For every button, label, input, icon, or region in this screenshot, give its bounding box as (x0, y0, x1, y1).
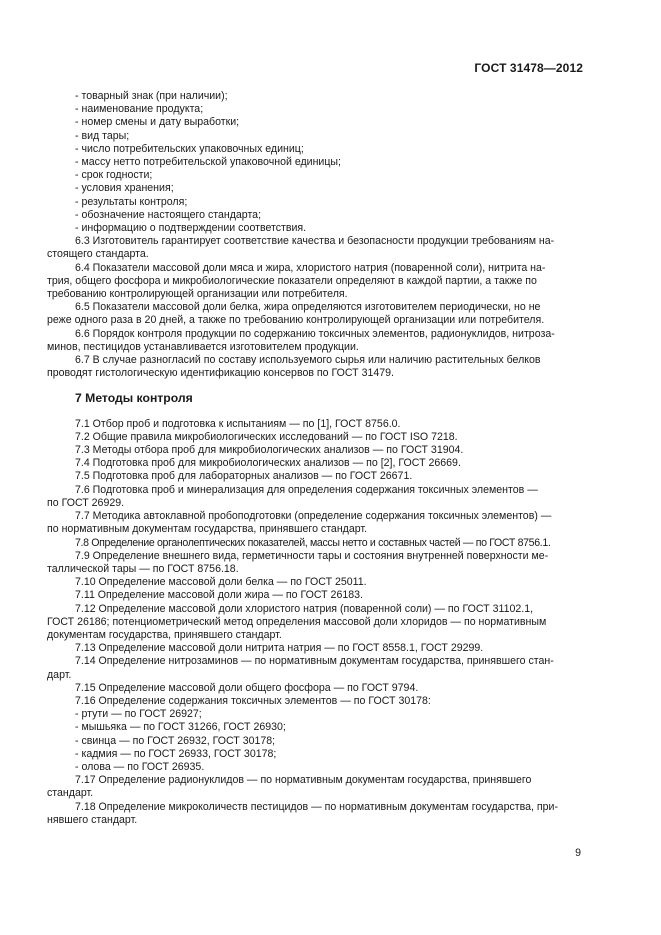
paragraph-6-5 (47, 301, 584, 327)
paragraph-7-7 (47, 510, 584, 536)
paragraph-line: по нормативным документам государства, принявшего стандарт. (47, 523, 368, 536)
paragraph-line: реже одного раза в 20 дней, а также по требованию контролирующей организации или потребителя. (47, 314, 545, 327)
paragraph-line: 6.5 Показатели массовой доли белка, жира определяются изготовителем периодически, но не (75, 301, 541, 314)
paragraph-line: 6.7 В случае разногласий по составу используемого сырья или наличию растительных белков (75, 354, 541, 367)
paragraph-line: 7.17 Определение радионуклидов — по нормативным документам государства, принявшего (75, 774, 532, 787)
paragraph-7-10: 7.10 Определение массовой доли белка — по ГОСТ 25011. (75, 576, 367, 589)
paragraph-6-4 (47, 262, 584, 302)
paragraph-line: таллической тары — по ГОСТ 8756.18. (47, 562, 239, 575)
paragraph-7-4: 7.4 Подготовка проб для микробиологических анализов — по [2], ГОСТ 26669. (75, 457, 461, 470)
paragraph-7-8: 7.8 Определение органолептических показателей, массы нетто и составных частей — по ГОСТ 8756.1. (75, 536, 551, 549)
section-7-heading: 7 Методы контроля (75, 391, 193, 406)
paragraph-line: 7.7 Методика автоклавной пробоподготовки (определение содержания токсичных элементов) — (75, 510, 552, 523)
paragraph-line: трия, общего фосфора и микробиологические показатели определяют в каждой партии, а также по (47, 274, 537, 287)
list-item: - олова — по ГОСТ 26935. (75, 760, 205, 773)
list-item: - свинца — по ГОСТ 26932, ГОСТ 30178; (75, 734, 276, 747)
list-item: - число потребительских упаковочных единиц; (75, 142, 304, 155)
paragraph-line: 7.9 Определение внешнего вида, герметичности тары и состояния внутренней поверхности ме- (75, 549, 549, 562)
paragraph-7-6 (47, 484, 584, 510)
paragraph-line: минов, пестицидов устанавливается изготовителем продукции. (47, 340, 359, 353)
list-item: - результаты контроля; (75, 195, 188, 208)
standard-header: ГОСТ 31478—2012 (474, 61, 583, 75)
paragraph-7-18 (47, 801, 584, 827)
list-item: - массу нетто потребительской упаковочной единицы; (75, 156, 341, 169)
paragraph-line: 6.4 Показатели массовой доли мяса и жира, хлористого натрия (поваренной соли), нитрита на- (75, 261, 546, 274)
list-item: - ртути — по ГОСТ 26927; (75, 708, 202, 721)
paragraph-line: стандарт. (47, 787, 94, 800)
paragraph-line: по ГОСТ 26929. (47, 496, 125, 509)
paragraph-line: 6.3 Изготовитель гарантирует соответствие качества и безопасности продукции требованиям на- (75, 235, 555, 248)
paragraph-6-7 (47, 354, 584, 380)
paragraph-line: 7.18 Определение микроколичеств пестицидов — по нормативным документам государства, при- (75, 800, 558, 813)
paragraph-6-3 (47, 235, 584, 261)
paragraph-7-13: 7.13 Определение массовой доли нитрита натрия — по ГОСТ 8558.1, ГОСТ 29299. (75, 642, 484, 655)
paragraph-7-11: 7.11 Определение массовой доли жира — по ГОСТ 26183. (75, 589, 363, 602)
paragraph-7-9 (47, 550, 584, 576)
paragraph-7-1: 7.1 Отбор проб и подготовка к испытаниям — по [1], ГОСТ 8756.0. (75, 417, 401, 430)
paragraph-line: проводят гистологическую идентификацию консервов по ГОСТ 31479. (47, 367, 394, 380)
list-item: - наименование продукта; (75, 103, 204, 116)
paragraph-line: нявшего стандарт. (47, 813, 138, 826)
paragraph-line: документам государства, принявшего стандарт. (47, 628, 282, 641)
paragraph-line: 7.14 Определение нитрозаминов — по нормативным документам государства, принявшего стан- (75, 655, 554, 668)
paragraph-line: требованию контролирующей организации или потребителя. (47, 288, 348, 301)
paragraph-line: дарт. (47, 668, 72, 681)
list-item: - срок годности; (75, 169, 153, 182)
paragraph-7-15: 7.15 Определение массовой доли общего фосфора — по ГОСТ 9794. (75, 681, 419, 694)
paragraph-7-3: 7.3 Методы отбора проб для микробиологических анализов — по ГОСТ 31904. (75, 444, 464, 457)
list-item: - условия хранения; (75, 182, 174, 195)
list-item: - мышьяка — по ГОСТ 31266, ГОСТ 26930; (75, 721, 286, 734)
paragraph-7-17 (47, 774, 584, 800)
list-item: - товарный знак (при наличии); (75, 90, 228, 102)
paragraph-6-6 (47, 328, 584, 354)
paragraph-line: стоящего стандарта. (47, 248, 149, 261)
page-number: 9 (575, 847, 581, 859)
list-item: - информацию о подтверждении соответствия. (75, 222, 307, 235)
paragraph-7-5: 7.5 Подготовка проб для лабораторных анализов — по ГОСТ 26671. (75, 470, 413, 483)
document-body (47, 90, 584, 827)
paragraph-line: ГОСТ 26186; потенциометрический метод определения массовой доли хлоридов — по нормативным (47, 615, 547, 628)
list-item: - кадмия — по ГОСТ 26933, ГОСТ 30178; (75, 747, 277, 760)
paragraph-line: 6.6 Порядок контроля продукции по содержанию токсичных элементов, радионуклидов, нитроза- (75, 327, 555, 340)
paragraph-line: 7.12 Определение массовой доли хлористого натрия (поваренной соли) — по ГОСТ 31102.1, (75, 602, 534, 615)
paragraph-7-14 (47, 655, 584, 681)
paragraph-7-12 (47, 603, 584, 643)
list-item: - обозначение настоящего стандарта; (75, 208, 262, 221)
paragraph-7-2: 7.2 Общие правила микробиологических исследований — по ГОСТ ISO 7218. (75, 430, 458, 443)
paragraph-7-16: 7.16 Определение содержания токсичных элементов — по ГОСТ 30178: (75, 694, 431, 707)
list-item: - вид тары; (75, 129, 130, 142)
list-item: - номер смены и дату выработки; (75, 116, 240, 129)
paragraph-line: 7.6 Подготовка проб и минерализация для определения содержания токсичных элементов — (75, 483, 538, 496)
